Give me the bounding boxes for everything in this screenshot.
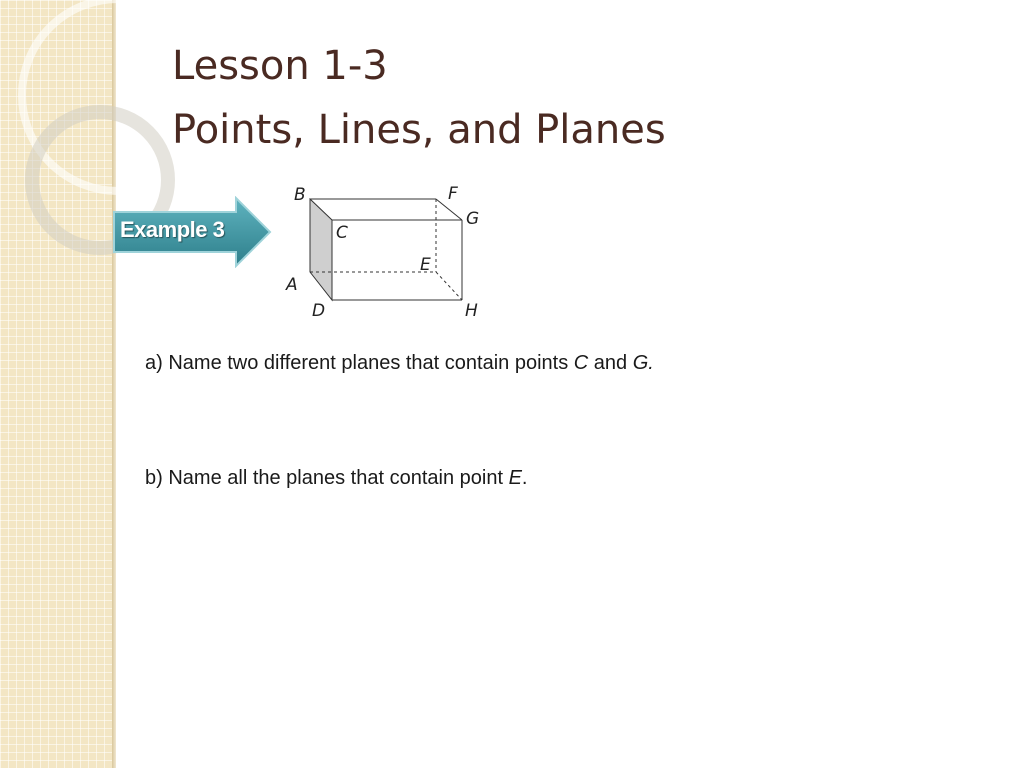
question-a-point-g: G. bbox=[632, 352, 654, 374]
example-label: Example 3 bbox=[120, 217, 225, 242]
point-label-f: F bbox=[448, 184, 458, 204]
question-b-point-e: E bbox=[508, 467, 522, 489]
decorative-ring-large bbox=[22, 0, 200, 191]
question-b-period: . bbox=[521, 467, 528, 489]
point-label-g: G bbox=[466, 209, 480, 229]
slide-title-line-2: Points, Lines, and Planes bbox=[172, 107, 666, 153]
point-label-h: H bbox=[465, 301, 478, 321]
point-label-c: C bbox=[336, 223, 348, 243]
question-a-text: a) Name two different planes that contain points bbox=[145, 352, 574, 374]
point-label-b: B bbox=[294, 185, 306, 205]
question-b bbox=[145, 467, 527, 490]
question-b-text: b) Name all the planes that contain point bbox=[145, 467, 509, 489]
point-label-d: D bbox=[312, 301, 326, 321]
question-a-point-c: C bbox=[573, 352, 589, 374]
point-label-a: A bbox=[286, 275, 298, 295]
rectangular-prism-diagram bbox=[270, 172, 520, 322]
hidden-edge-e-h bbox=[436, 272, 462, 300]
question-a-and: and bbox=[588, 352, 633, 374]
shaded-face bbox=[310, 199, 332, 300]
slide-title-line-1: Lesson 1-3 bbox=[172, 43, 388, 89]
point-label-e: E bbox=[420, 255, 431, 275]
question-a bbox=[145, 352, 654, 375]
